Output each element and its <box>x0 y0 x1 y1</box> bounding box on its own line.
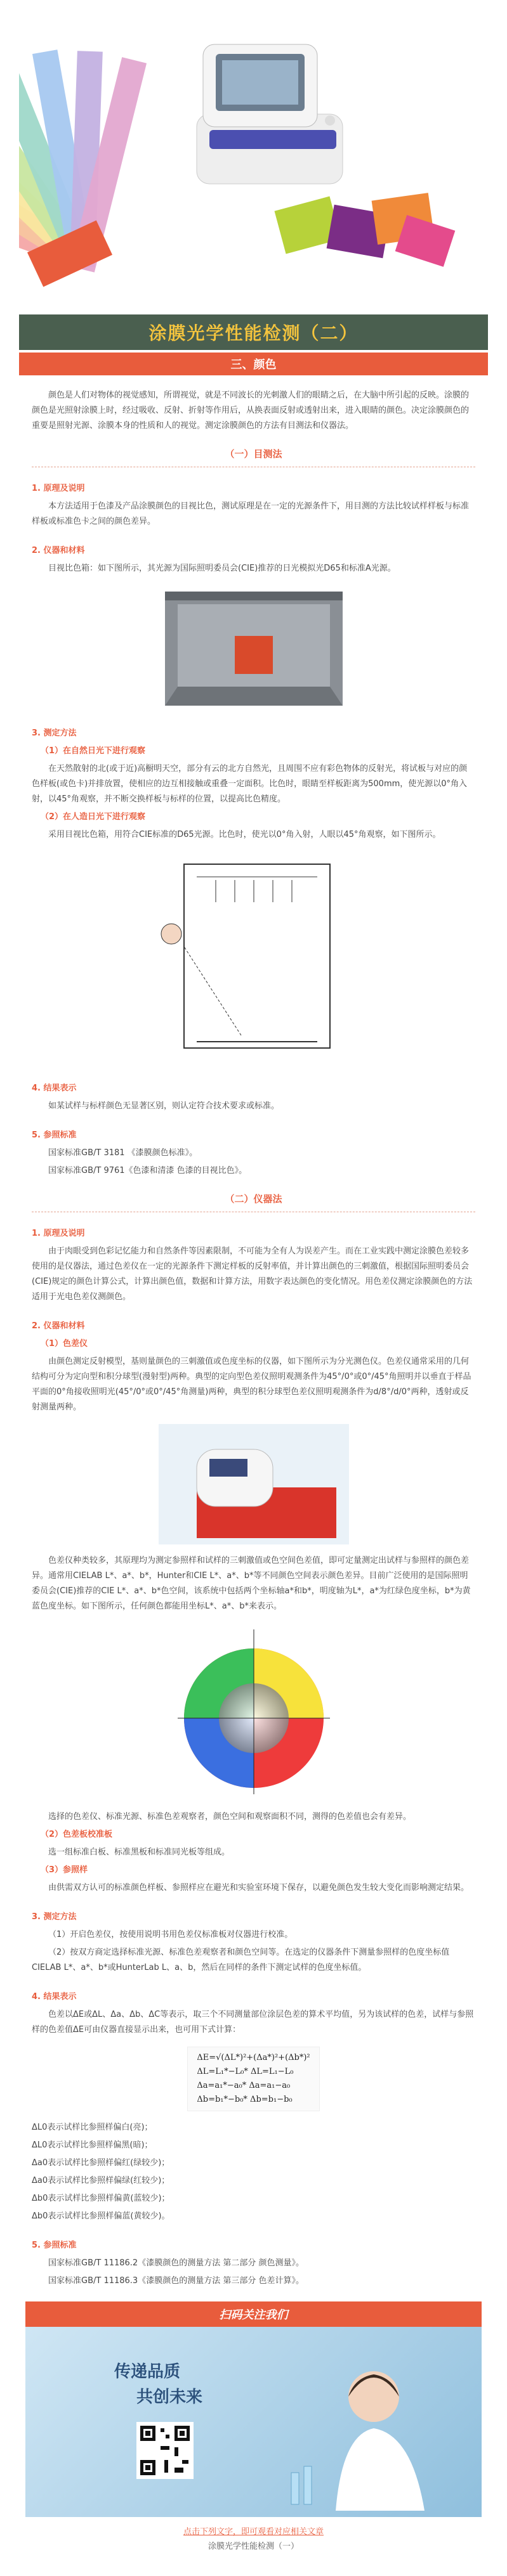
method2-title: （二）仪器法 <box>225 1193 282 1205</box>
observation-diagram-figure <box>32 851 475 1067</box>
method1-paragraph-2: 目视比色箱：如下图所示，其光源为国际照明委员会(CIE)推荐的日光模拟光D65和标准A光源。 <box>48 564 396 573</box>
section-title-bar <box>19 353 488 375</box>
follow-us-banner <box>25 2301 482 2327</box>
method2-heading-4: 4. 结果表示 <box>32 1992 77 2002</box>
method1-heading-3: 3. 测定方法 <box>32 728 77 738</box>
method2-heading-5: 5. 参照标准 <box>32 2241 77 2250</box>
method1-standard-b: 国家标准GB/T 9761《色漆和清漆 色漆的目视比色》。 <box>48 1166 247 1175</box>
spectrophotometer-figure <box>32 1424 475 1544</box>
method1-heading-2: 2. 仪器和材料 <box>32 546 85 555</box>
formula-line: ΔL=L₁*−L₀* ΔL=L₁−L₀ <box>197 2067 294 2076</box>
method2-sub-2c: （3）参照样 <box>41 1865 88 1875</box>
method2-standard-a: 国家标准GB/T 11186.2《漆膜颜色的测量方法 第二部分 颜色测量》。 <box>48 2258 304 2268</box>
cielab-diagram-figure <box>32 1623 475 1801</box>
method2-paragraph-4: 色差以ΔE或ΔL、Δa、Δb、ΔC等表示，取三个不同测量部位涂层色差的算术平均值，另为该试样的色差，试样与参照样的色差值ΔE可由仪器直接显示出来，也可用下式计算： <box>32 2010 474 2035</box>
method2-heading-3: 3. 测定方法 <box>32 1912 77 1922</box>
formula-line: Δb=b₁*−b₀* Δb=b₁−b₀ <box>197 2095 293 2104</box>
intro-paragraph: 颜色是人们对物体的视觉感知，所谓视觉，就是不同波长的光刺激人们的眼睛之后，在大脑中所引起的反映。涂膜的颜色是光照射涂膜上时，经过吸收、反射、折射等作用后，从换表面反射或透射出来，进入眼睛的颜色。决定涂膜颜色的重要是照射光源、涂膜本身的性质和人的视觉。测定涂膜颜色的方法有目测法和仪器法。 <box>32 391 470 430</box>
article-title: 涂膜光学性能检测（二） <box>148 323 359 344</box>
method2-heading-1: 1. 原理及说明 <box>32 1229 85 1238</box>
method2-paragraph-2d: 选一组标准白板、标准黑板和标准同光板等组成。 <box>48 1848 230 1857</box>
list-item: Δa0表示试样比参照样偏红(绿较少)； <box>32 2158 170 2168</box>
formula-line: ΔE=√(ΔL*)²+(Δa*)²+(Δb*)² <box>197 2053 310 2062</box>
list-item: Δa0表示试样比参照样偏绿(红较少)； <box>32 2176 170 2185</box>
list-item: ΔL0表示试样比参照样偏白(亮)； <box>32 2123 153 2132</box>
method2-paragraph-2c: 选择的色差仪、标准光源、标准色差观察者，颜色空间和观察面积不同，测得的色差值也会有差异。 <box>48 1812 412 1822</box>
qr-code-icon[interactable] <box>136 2422 194 2479</box>
method1-title: （一）目测法 <box>225 448 282 460</box>
list-item: ΔL0表示试样比参照样偏黑(暗)； <box>32 2140 153 2150</box>
method1-sub-3b: （2）在人造日光下进行观察 <box>41 812 146 822</box>
method2-paragraph-2e: 由供需双方认可的标准颜色样板、参照样应在避光和实验室环境下保存，以避免颜色发生较大变化而影响测定结果。 <box>48 1883 470 1893</box>
article-content <box>0 375 507 2289</box>
slogan-line-2: 共创未来 <box>136 2388 203 2407</box>
cielab-color-space-icon <box>165 1623 343 1801</box>
method1-heading-4: 4. 结果表示 <box>32 1084 77 1093</box>
light-booth-figure <box>32 585 475 712</box>
article-title-bar <box>19 314 488 350</box>
formula-figure <box>32 2047 475 2111</box>
method2-heading-2: 2. 仪器和材料 <box>32 1321 85 1331</box>
method1-heading-1: 1. 原理及说明 <box>32 484 85 493</box>
method2-paragraph-3b: （2）按双方商定选择标准光源、标准色差观察者和颜色空间等。在选定的仪器条件下测量参照样的色度坐标值CIELAB L*、a*、b*或HunterLab L、a、b，然后在同样的条件下测定试样的色度坐标值。 <box>32 1948 450 1972</box>
method2-sub-2a: （1）色差仪 <box>41 1339 88 1349</box>
spectrophotometer-icon <box>159 1424 349 1544</box>
method1-heading-5: 5. 参照标准 <box>32 1130 77 1140</box>
hero-image <box>0 0 507 304</box>
method2-sub-2b: （2）色差板校准板 <box>41 1830 113 1839</box>
method2-paragraph-3a: （1）开启色差仪，按使用说明书用色差仪标准板对仪器进行校准。 <box>48 1930 293 1939</box>
method2-paragraph-2a: 由颜色测定反射模型，基则量颜色的三刺激值或色度坐标的仪器，如下图所示为分光测色仪。色差仪通常采用的几何结构可分为定向型和积分球型(漫射型)两种。典型的定向型色差仪照明观测条件为45°/0°或0°/45°角照明并以垂直于样品平面的0°角接收照明光(45°/0°或0°/45°角测量)两种，典型的积分球型色差仪照明观测条件为d/8°/d/0°两种，透射或反射测量两种。 <box>32 1357 471 1412</box>
method1-paragraph-3a: 在天然散射的北(或于近)高橱明天空，部分有云的北方自然光，且周围不应有彩色物体的反射光，将试板与对应的颜色样板(或色卡)并排放置，使相应的边互相接触或重叠一定面积。比色时，眼睛至样板距离为500mm，使光源以0°角入射，以45°角观察，并不断交换样板与标样的位置，以提高比色精度。 <box>32 764 468 804</box>
method1-paragraph-1: 本方法适用于色漆及产品涂膜颜色的目视比色，测试原理是在一定的光源条件下，用目测的方法比较试样样板与标准样板或标准色卡之间的颜色差异。 <box>32 502 470 526</box>
list-item: Δb0表示试样比参照样偏蓝(黄较少)。 <box>32 2211 170 2221</box>
list-item: Δb0表示试样比参照样偏黄(蓝较少)； <box>32 2194 170 2203</box>
observation-diagram-icon <box>159 851 349 1067</box>
method1-sub-3a: （1）在自然日光下进行观察 <box>41 746 146 756</box>
method1-paragraph-3b: 采用目视比色箱，用符合CIE标准的D65光源。比色时，使光以0°角入射，人眼以45°角观察，如下图所示。 <box>48 830 441 839</box>
lab-scientist-illustration <box>266 2346 456 2511</box>
related-article-link-hint[interactable]: 点击下列文字，即可观看对应相关文章 <box>183 2527 324 2537</box>
related-article-link[interactable]: 涂膜光学性能检测（一） <box>207 2542 299 2551</box>
color-difference-formula <box>187 2047 319 2111</box>
formula-line: Δa=a₁*−a₀* Δa=a₁−a₀ <box>197 2081 291 2090</box>
color-swatches-icon <box>267 178 457 273</box>
light-booth-icon <box>152 585 355 712</box>
footer-photo <box>25 2327 482 2517</box>
method2-paragraph-2b: 色差仪种类较多，其原理均为测定参照样和试样的三刺激值或色空间色差值，即可定量测定出试样与参照样的颜色差异。通常用CIELAB L*、a*、b*，Hunter和CIE L*、a*、b*等不同颜色空间表示颜色差异。目前广泛使用的是国际照明委员会(CIE)推荐的CIE L*、a*、b*色空间，该系统中包括两个坐标轴a*和b*，明度轴为L*，a*为红绿色度坐标，b*为黄蓝色度坐标。如下图所示，任何颜色都能用坐标L*、a*、b*来表示。 <box>32 1556 471 1611</box>
method2-standard-b: 国家标准GB/T 11186.3《漆膜颜色的测量方法 第三部分 色差计算》。 <box>48 2276 304 2286</box>
section-title: 三、颜色 <box>230 358 277 372</box>
slogan-line-1: 传递品质 <box>114 2362 181 2381</box>
follow-us-text: 扫码关注我们 <box>219 2308 288 2322</box>
colorimeter-device-icon <box>171 19 362 203</box>
method2-paragraph-1: 由于肉眼受到色彩记忆能力和自然条件等因素限制，不可能为全有人为误差产生。而在工业实践中测定涂膜色差较多使用的是仪器法，通过色差仪在一定的光源条件下测定样板的反射率值，并计算出颜色的三刺激值，根据国际照明委员会(CIE)规定的颜色计算公式，计算出颜色值，数据和计算方法，用数字表达颜色的变化情况。用色差仪测定涂膜颜色的方法适用于光电色差仪测颜色。 <box>32 1246 473 1302</box>
method1-paragraph-4: 如某试样与标样颜色无显著区别，则认定符合技术要求或标准。 <box>48 1101 280 1111</box>
method1-standard-a: 国家标准GB/T 3181 《漆膜颜色标准》。 <box>48 1148 198 1158</box>
